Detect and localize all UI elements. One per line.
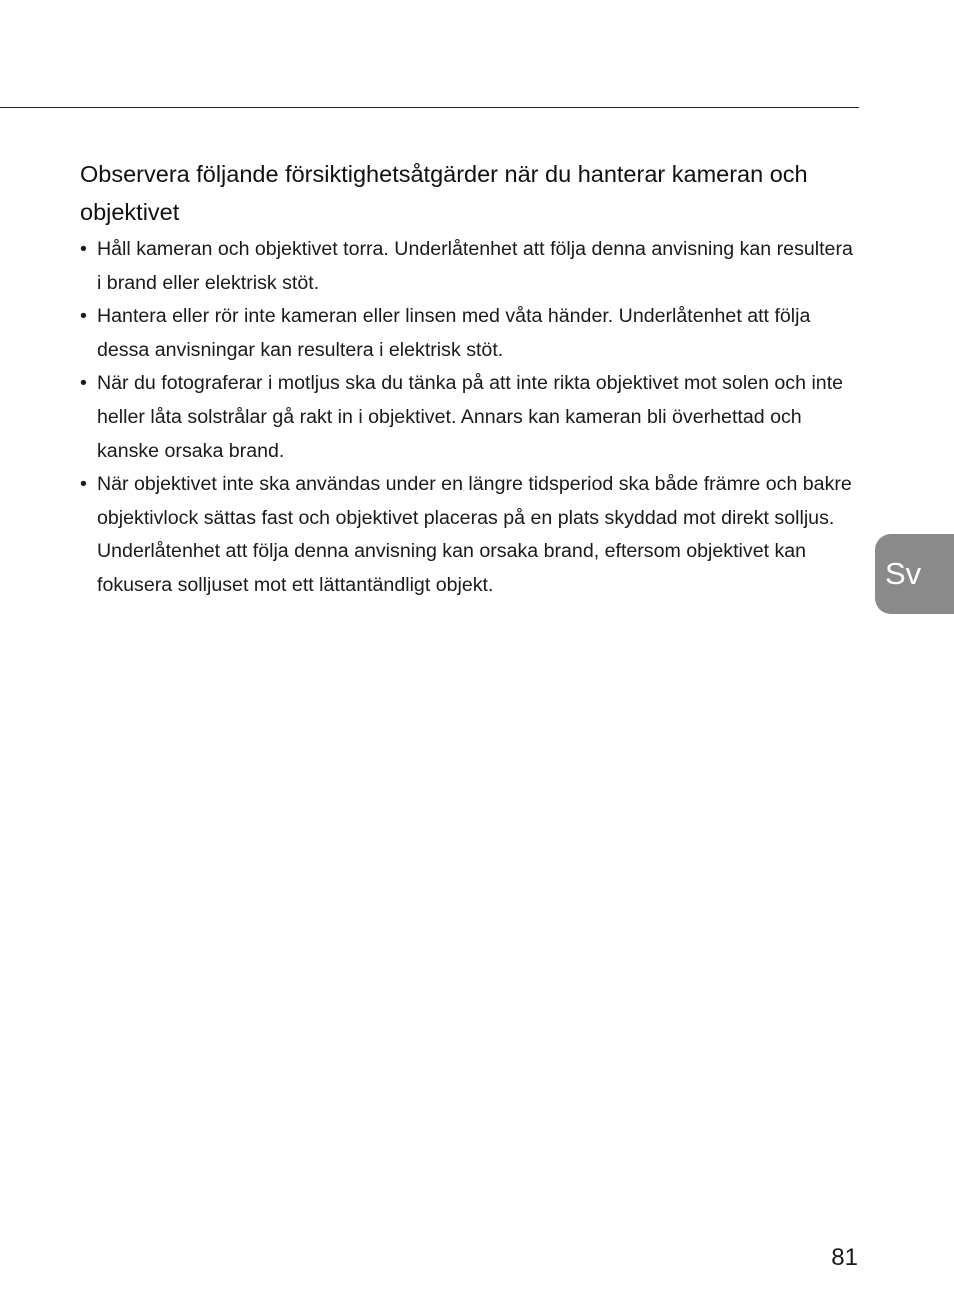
list-item-text: När objektivet inte ska användas under en längre tidsperiod ska både främre och bakre objektivlock sättas fast och objektivet placeras på en plats skyddad mot direkt solljus. Underlåtenhet att följa denna anvisning kan orsaka brand, eftersom objektivet kan fokusera solljuset mot ett lättantändligt objekt. bbox=[97, 473, 852, 596]
page-number: 81 bbox=[831, 1244, 858, 1271]
list-item bbox=[80, 300, 860, 367]
section-heading: Observera följande försiktighetsåtgärder när du hanterar kameran och objektivet bbox=[80, 161, 808, 225]
list-item bbox=[80, 367, 860, 468]
bullet-icon: • bbox=[80, 305, 87, 328]
bullet-icon: • bbox=[80, 372, 87, 395]
list-item-text: Hantera eller rör inte kameran eller linsen med våta händer. Underlåtenhet att följa dessa anvisningar kan resultera i elektrisk stöt. bbox=[97, 305, 811, 361]
list-item-text: Håll kameran och objektivet torra. Underlåtenhet att följa denna anvisning kan resultera i brand eller elektrisk stöt. bbox=[97, 238, 853, 294]
safety-section bbox=[80, 155, 860, 603]
bullet-icon: • bbox=[80, 238, 87, 260]
list-item bbox=[80, 468, 860, 602]
language-tab: Sv bbox=[875, 534, 954, 614]
header-rule bbox=[0, 107, 859, 108]
list-item bbox=[80, 233, 860, 300]
bullet-list bbox=[80, 233, 860, 603]
list-item-text: När du fotograferar i motljus ska du tänka på att inte rikta objektivet mot solen och inte heller låta solstrålar gå rakt in i objektivet. Annars kan kameran bli överhettad och kanske orsaka brand. bbox=[97, 372, 844, 462]
bullet-icon: • bbox=[80, 473, 87, 496]
